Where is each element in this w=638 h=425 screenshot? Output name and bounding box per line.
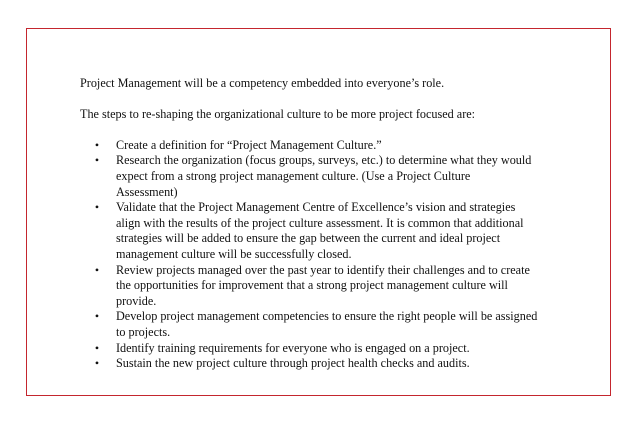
- list-item-line: the opportunities for improvement that a strong project management culture will: [116, 278, 508, 293]
- list-item-line: provide.: [116, 293, 157, 308]
- list-item: [80, 356, 550, 372]
- steps-list: [80, 138, 550, 372]
- list-item-line: to projects.: [116, 324, 171, 339]
- list-item-line: management culture will be successfully closed.: [116, 246, 352, 261]
- list-item: [80, 200, 550, 262]
- list-item-line: Identify training requirements for everyone who is engaged on a project.: [116, 340, 470, 355]
- intro-paragraph: Project Management will be a competency embedded into everyone’s role.: [80, 76, 445, 90]
- list-item-line: Create a definition for “Project Management Culture.”: [116, 137, 382, 152]
- list-item: [80, 341, 550, 357]
- document-body: [80, 76, 550, 372]
- list-item-line: align with the results of the project culture assessment. It is common that additional: [116, 215, 524, 230]
- list-item-line: expect from a strong project management culture. (Use a Project Culture: [116, 168, 471, 183]
- list-item-line: Research the organization (focus groups, surveys, etc.) to determine what they would: [116, 153, 532, 168]
- list-item-line: Sustain the new project culture through project health checks and audits.: [116, 356, 470, 371]
- list-item-line: Review projects managed over the past year to identify their challenges and to create: [116, 262, 530, 277]
- bullet-dot-icon: •: [94, 340, 100, 355]
- bullet-dot-icon: •: [94, 356, 100, 371]
- lead-paragraph: The steps to re-shaping the organizational culture to be more project focused are:: [80, 107, 476, 122]
- list-item: [80, 138, 550, 154]
- list-item-line: Develop project management competencies to ensure the right people will be assigned: [116, 309, 538, 324]
- bullet-dot-icon: •: [94, 153, 100, 168]
- list-item-line: Validate that the Project Management Centre of Excellence’s vision and strategies: [116, 200, 516, 215]
- bullet-dot-icon: •: [94, 262, 100, 277]
- list-item-line: Assessment): [116, 184, 178, 199]
- list-item: [80, 263, 550, 310]
- bullet-dot-icon: •: [94, 200, 100, 215]
- bullet-dot-icon: •: [94, 309, 100, 324]
- list-item-line: strategies will be added to ensure the gap between the current and ideal project: [116, 231, 501, 246]
- list-item: [80, 309, 550, 340]
- bullet-dot-icon: •: [94, 137, 100, 152]
- list-item: [80, 153, 550, 200]
